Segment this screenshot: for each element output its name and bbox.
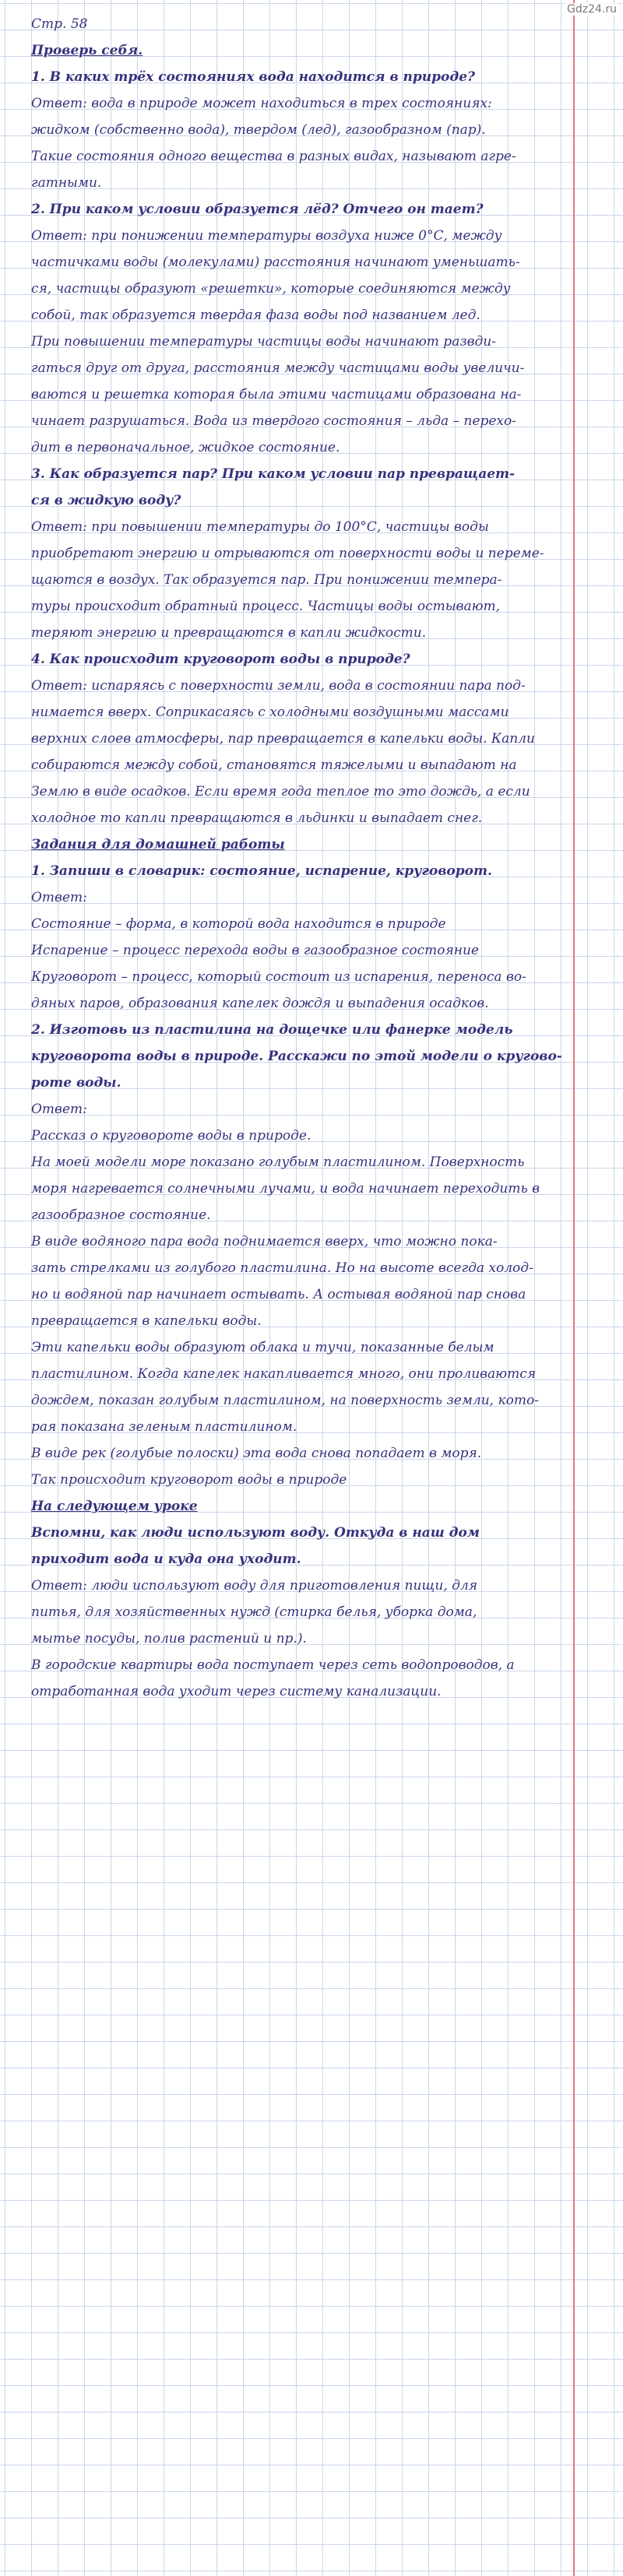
section-heading-homework: Задания для домашней работы: [31, 837, 285, 852]
answer-2-line: дит в первоначальное, жидкое состояние.: [31, 440, 340, 455]
task-2-line: На моей модели море показано голубым пластилином. Поверхность: [31, 1154, 525, 1170]
answer-2-line: При повышении температуры частицы воды начинают развди-: [31, 334, 496, 350]
task-2-line: Эти капельки воды образуют облака и тучи, показанные белым: [31, 1340, 495, 1355]
answer-1-line: Такие состояния одного вещества в разных видах, называют агре-: [31, 149, 516, 164]
answer-2-line: частичками воды (молекулами) расстояния начинают уменьшать-: [31, 255, 520, 270]
answer-3-line: туры происходит обратный процесс. Частицы воды остывают,: [31, 599, 501, 614]
task-1-line: дяных паров, образования капелек дождя и выпадения осадков.: [31, 996, 489, 1011]
question-2: 2. При каком условии образуется лёд? Отчего он тает?: [31, 202, 484, 217]
task-2-line: В виде рек (голубые полоски) эта вода снова попадает в моря.: [31, 1446, 482, 1461]
answer-4-line: нимается вверх. Соприкасаясь с холодными воздушными массами: [31, 705, 509, 720]
notebook-page: [31, 11, 568, 1705]
answer-4-line: Ответ: испаряясь с поверхности земли, вода в состоянии пара под-: [31, 678, 526, 694]
section-heading-self-check: Проверь себя.: [31, 43, 143, 58]
task-1-answer-label: Ответ:: [31, 890, 87, 905]
task-2-answer-label: Ответ:: [31, 1102, 87, 1117]
task-2-line: зать стрелками из голубого пластилина. Но на высоте всегда холод-: [31, 1260, 533, 1276]
answer-4-line: собираются между собой, становятся тяжелыми и выпадают на: [31, 757, 517, 773]
answer-2-line: гаться друг от друга, расстояния между частицами воды увеличи-: [31, 360, 525, 376]
site-watermark: Gdz24.ru: [567, 3, 617, 16]
answer-4-line: верхних слоев атмосферы, пар превращается в капельки воды. Капли: [31, 731, 535, 747]
next-lesson-answer-line: В городские квартиры вода поступает через сеть водопроводов, а: [31, 1657, 515, 1673]
question-1: 1. В каких трёх состояниях вода находится в природе?: [31, 69, 475, 85]
answer-3-line: приобретают энергию и отрываются от поверхности воды и переме-: [31, 546, 544, 561]
answer-2-line: чинает разрушаться. Вода из твердого состояния – льда – перехо-: [31, 413, 516, 429]
task-2-line: пластилином. Когда капелек накапливается много, они проливаются: [31, 1366, 537, 1382]
task-2-line: но и водяной пар начинает остывать. А остывая водяной пар снова: [31, 1287, 526, 1302]
task-2-question: круговорота воды в природе. Расскажи по этой модели о кругово-: [31, 1049, 562, 1064]
answer-2-line: ся, частицы образуют «решетки», которые соединяются между: [31, 281, 511, 297]
task-1-line: Испарение – процесс перехода воды в газообразное состояние: [31, 943, 479, 958]
next-lesson-answer-line: питья, для хозяйственных нужд (стирка белья, уборка дома,: [31, 1604, 477, 1620]
question-3: ся в жидкую воду?: [31, 493, 181, 508]
task-2-line: моря нагревается солнечными лучами, и вода начинает переходить в: [31, 1181, 540, 1197]
next-lesson-question: приходит вода и куда она уходит.: [31, 1552, 301, 1567]
task-2-question: роте воды.: [31, 1075, 121, 1091]
task-1-line: Состояние – форма, в которой вода находится в природе: [31, 916, 446, 932]
task-2-line: Так происходит круговорот воды в природе: [31, 1472, 347, 1488]
answer-1-line: Ответ: вода в природе может находиться в трех состояниях:: [31, 96, 492, 111]
question-4: 4. Как происходит круговорот воды в природе?: [31, 652, 410, 667]
next-lesson-question: Вспомни, как люди используют воду. Откуда в наш дом: [31, 1525, 480, 1541]
task-2-line: дождем, показан голубым пластилином, на поверхность земли, кото-: [31, 1393, 539, 1408]
answer-3-line: теряют энергию и превращаются в капли жидкости.: [31, 625, 427, 641]
task-1-question: 1. Запиши в словарик: состояние, испарение, круговорот.: [31, 863, 492, 879]
next-lesson-answer-line: Ответ: люди используют воду для приготовления пищи, для: [31, 1578, 478, 1594]
next-lesson-answer-line: мытье посуды, полив растений и пр.).: [31, 1631, 307, 1646]
task-2-line: газообразное состояние.: [31, 1207, 211, 1223]
answer-2-line: Ответ: при понижении температуры воздуха ниже 0°С, между: [31, 228, 502, 244]
answer-1-line: жидком (собственно вода), твердом (лед), газообразном (пар).: [31, 122, 486, 138]
section-heading-next-lesson: На следующем уроке: [31, 1499, 198, 1514]
answer-1-line: гатными.: [31, 175, 102, 191]
task-1-line: Круговорот – процесс, который состоит из испарения, переноса во-: [31, 969, 526, 985]
task-2-line: рая показана зеленым пластилином.: [31, 1419, 297, 1435]
answer-3-line: щаются в воздух. Так образуется пар. При понижении темпера-: [31, 572, 502, 588]
next-lesson-answer-line: отработанная вода уходит через систему канализации.: [31, 1684, 442, 1699]
answer-3-line: Ответ: при повышении температуры до 100°С, частицы воды: [31, 519, 489, 535]
page-reference: Стр. 58: [31, 16, 88, 32]
question-3: 3. Как образуется пар? При каком условии пар превращает-: [31, 466, 516, 482]
answer-2-line: собой, так образуется твердая фаза воды под названием лед.: [31, 308, 480, 323]
task-2-line: В виде водяного пара вода поднимается вверх, что можно пока-: [31, 1234, 498, 1249]
task-2-line: превращается в капельки воды.: [31, 1313, 262, 1329]
answer-4-line: холодное то капли превращаются в льдинки и выпадает снег.: [31, 810, 483, 826]
task-2-question: 2. Изготовь из пластилина на дощечке или фанерке модель: [31, 1022, 513, 1038]
answer-4-line: Землю в виде осадков. Если время года теплое то это дождь, а если: [31, 784, 530, 800]
task-2-line: Рассказ о круговороте воды в природе.: [31, 1128, 312, 1144]
answer-2-line: ваются и решетка которая была этими частицами образована на-: [31, 387, 522, 402]
